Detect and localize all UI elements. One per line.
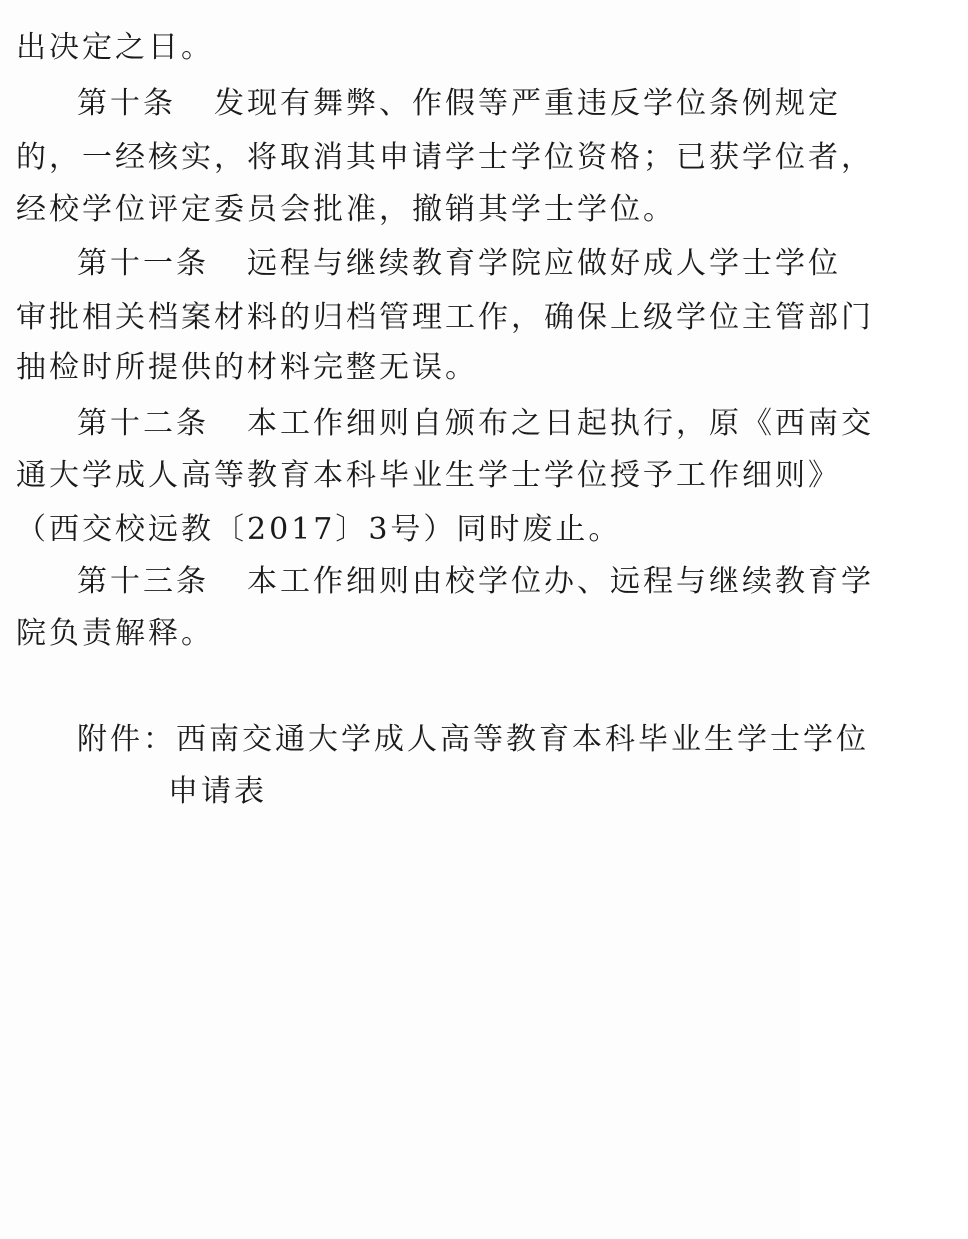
article-11-first-line [0,240,877,288]
article-12-line-2: 通大学成人高等教育本科毕业生学士学位授予工作细则》 [16,458,841,493]
attachment-title: 西南交通大学成人高等教育本科毕业生学士学位 [176,722,869,757]
article-13-first-line [0,558,877,606]
article-12-text: 本工作细则自颁布之日起执行，原《西南交 [247,406,874,441]
attachment-line-1 [0,716,877,764]
article-12-line-3: （西交校远教〔2017〕3号）同时废止。 [16,512,622,547]
article-12-first-line [0,400,877,448]
article-10-number: 第十条 [77,86,176,121]
article-11-text: 远程与继续教育学院应做好成人学士学位 [247,246,841,281]
article-13-line-2: 院负责解释。 [16,616,214,651]
attachment-line-2: 申请表 [168,774,267,809]
article-13-text: 本工作细则由校学位办、远程与继续教育学 [247,564,874,599]
article-10-text: 发现有舞弊、作假等严重违反学位条例规定 [214,86,841,121]
article-13-number: 第十三条 [77,564,209,599]
continuation-line: 出决定之日。 [16,30,214,65]
article-10-line-3: 经校学位评定委员会批准，撤销其学士学位。 [16,192,676,227]
article-11-line-3: 抽检时所提供的材料完整无误。 [16,350,478,385]
article-10-first-line [0,80,877,128]
article-11-number: 第十一条 [77,246,209,281]
article-12-number: 第十二条 [77,406,209,441]
article-10-line-2: 的，一经核实，将取消其申请学士学位资格；已获学位者， [16,140,874,175]
attachment-label: 附件： [77,722,176,757]
article-11-line-2: 审批相关档案材料的归档管理工作，确保上级学位主管部门 [16,300,874,335]
